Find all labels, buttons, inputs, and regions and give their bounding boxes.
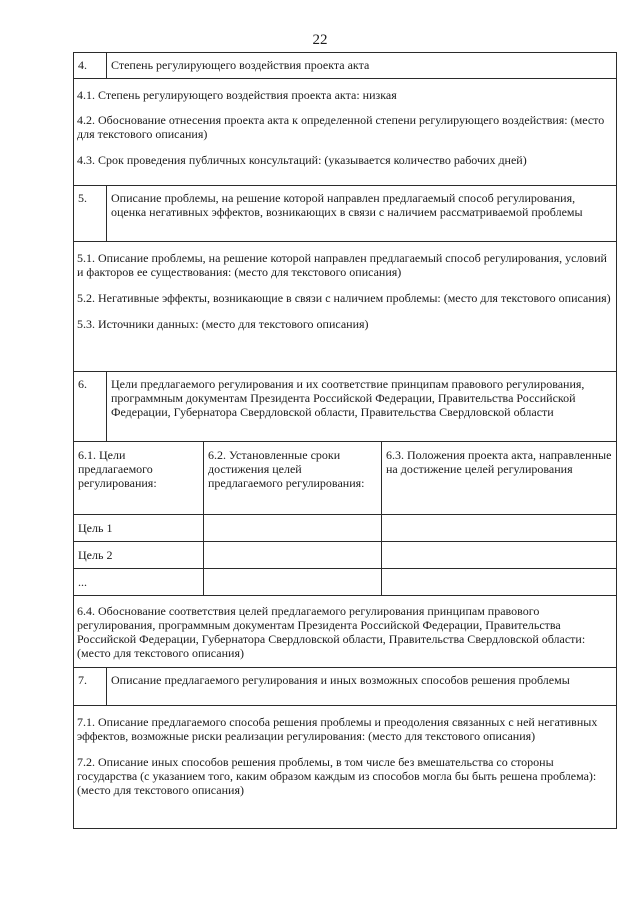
section-4-body bbox=[74, 79, 617, 186]
item-5-2: 5.2. Негативные эффекты, возникающие в связи с наличием проблемы: (место для текстового описания) bbox=[77, 291, 611, 305]
section-5-title: Описание проблемы, на решение которой направлен предлагаемый способ регулирования, оценка негативных эффектов, возникающих в связи с наличием рассматриваемой проблемы bbox=[107, 186, 617, 242]
goals-header-col-2: 6.2. Установленные сроки достижения целей предлагаемого регулирования: bbox=[204, 442, 382, 515]
section-4-title: Степень регулирующего воздействия проекта акта bbox=[107, 53, 617, 79]
section-7-title: Описание предлагаемого регулирования и иных возможных способов решения проблемы bbox=[107, 668, 617, 706]
item-4-2: 4.2. Обоснование отнесения проекта акта к определенной степени регулирующего воздействия: (место для текстового описания) bbox=[77, 113, 605, 141]
section-5-header bbox=[74, 186, 617, 242]
section-6-header bbox=[74, 372, 617, 442]
goal-name: ... bbox=[74, 569, 204, 596]
section-6-number: 6. bbox=[74, 372, 107, 442]
goal-name: Цель 2 bbox=[74, 542, 204, 569]
section-4-number: 4. bbox=[74, 53, 107, 79]
section-6-justification bbox=[74, 596, 617, 668]
goal-provisions bbox=[382, 542, 617, 569]
item-4-3: 4.3. Срок проведения публичных консультаций: (указывается количество рабочих дней) bbox=[77, 153, 527, 167]
item-7-1: 7.1. Описание предлагаемого способа решения проблемы и преодоления связанных с ней негативных эффектов, возможные риски реализации регулирования: (место для текстового описания) bbox=[77, 715, 598, 743]
goal-provisions bbox=[382, 515, 617, 542]
section-4-header bbox=[74, 53, 617, 79]
goals-header-col-3: 6.3. Положения проекта акта, направленные на достижение целей регулирования bbox=[382, 442, 617, 515]
goal-deadline bbox=[204, 515, 382, 542]
goals-table-header bbox=[74, 442, 617, 515]
assessment-table bbox=[73, 52, 617, 829]
table-row bbox=[74, 569, 617, 596]
section-7-header bbox=[74, 668, 617, 706]
table-row bbox=[74, 542, 617, 569]
section-5-number: 5. bbox=[74, 186, 107, 242]
section-7-body bbox=[74, 706, 617, 829]
goal-deadline bbox=[204, 542, 382, 569]
item-6-4: 6.4. Обоснование соответствия целей предлагаемого регулирования принципам правового регулирования, программным документам Президента Российской Федерации, Правительства Российской Федерации, Губернатора Свердловской области, Правительства Свердловской области: (место для текстового описания) bbox=[74, 596, 617, 668]
goals-header-col-1: 6.1. Цели предлагаемого регулирования: bbox=[74, 442, 204, 515]
page-number: 22 bbox=[312, 32, 328, 48]
item-5-1: 5.1. Описание проблемы, на решение которой направлен предлагаемый способ регулирования, условий и факторов ее существования: (место для текстового описания) bbox=[77, 251, 607, 279]
item-7-2: 7.2. Описание иных способов решения проблемы, в том числе без вмешательства со стороны государства (с указанием того, каким образом каждым из способов могла бы быть решена проблема): (место для текстового описания) bbox=[77, 755, 597, 797]
table-row bbox=[74, 515, 617, 542]
goal-name: Цель 1 bbox=[74, 515, 204, 542]
item-4-1: 4.1. Степень регулирующего воздействия проекта акта: низкая bbox=[77, 88, 397, 102]
section-6-title: Цели предлагаемого регулирования и их соответствие принципам правового регулирования, программным документам Президента Российской Федерации, Правительства Российской Федерации, Губернатора Свердловской области, Правительства Свердловской области bbox=[107, 372, 617, 442]
goal-deadline bbox=[204, 569, 382, 596]
section-5-body bbox=[74, 242, 617, 372]
item-5-3: 5.3. Источники данных: (место для текстового описания) bbox=[77, 317, 369, 331]
section-7-number: 7. bbox=[74, 668, 107, 706]
goal-provisions bbox=[382, 569, 617, 596]
